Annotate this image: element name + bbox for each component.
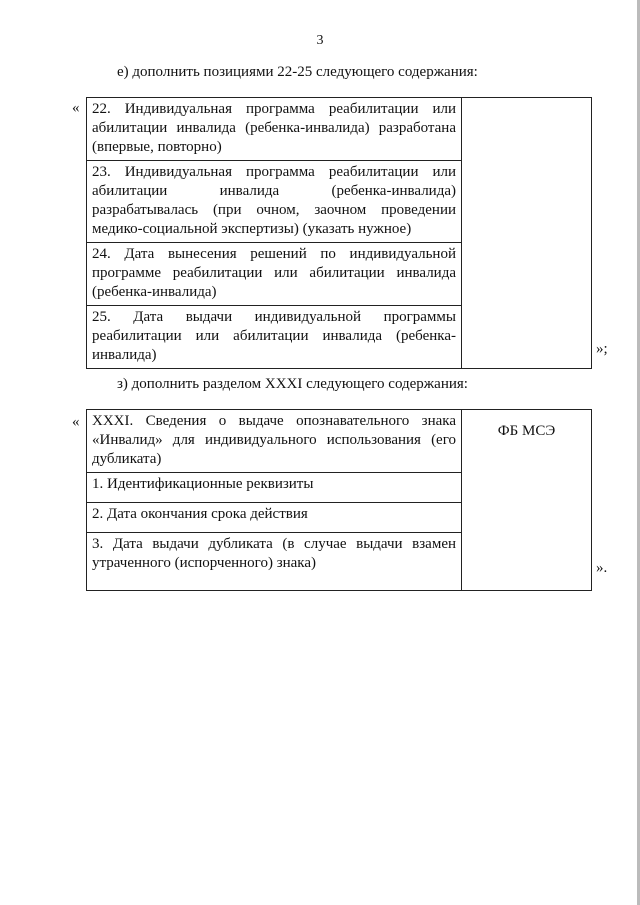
table-cell: 2. Дата окончания срока действия <box>87 503 462 533</box>
table-cell: 23. Индивидуальная программа реабилитации или абилитации инвалида (ребенка-инвалида) разрабатывалась (при очном, заочном проведении медико-социальной экспертизы) (указать нужное) <box>87 161 462 243</box>
right-column-cell <box>462 98 592 369</box>
section-z-table <box>86 409 592 591</box>
section-e-intro: е) дополнить позициями 22-25 следующего содержания: <box>117 64 478 80</box>
right-column-text: ФБ МСЭ <box>497 423 556 439</box>
table-row <box>87 410 592 473</box>
section-e-close-quote: »; <box>596 341 608 357</box>
table-cell: XXXI. Сведения о выдаче опознавательного знака «Инвалид» для индивидуального использования (его дубликата) <box>87 410 462 473</box>
table-row <box>87 98 592 161</box>
section-z-open-quote: « <box>72 414 80 430</box>
table-cell: 22. Индивидуальная программа реабилитации или абилитации инвалида (ребенка-инвалида) разработана (впервые, повторно) <box>87 98 462 161</box>
right-column-cell <box>462 410 592 591</box>
table-cell: 25. Дата выдачи индивидуальной программы реабилитации или абилитации инвалида (ребенка-инвалида) <box>87 306 462 369</box>
table-cell: 1. Идентификационные реквизиты <box>87 473 462 503</box>
section-z-intro: з) дополнить разделом XXXI следующего содержания: <box>117 376 468 392</box>
section-e-table <box>86 97 592 369</box>
section-e-open-quote: « <box>72 100 80 116</box>
right-column-text <box>467 100 586 110</box>
table-cell: 3. Дата выдачи дубликата (в случае выдачи взамен утраченного (испорченного) знака) <box>87 533 462 591</box>
table-cell: 24. Дата вынесения решений по индивидуальной программе реабилитации или абилитации инвалида (ребенка-инвалида) <box>87 243 462 306</box>
section-z-close-quote: ». <box>596 560 608 576</box>
page-number: 3 <box>316 33 324 48</box>
